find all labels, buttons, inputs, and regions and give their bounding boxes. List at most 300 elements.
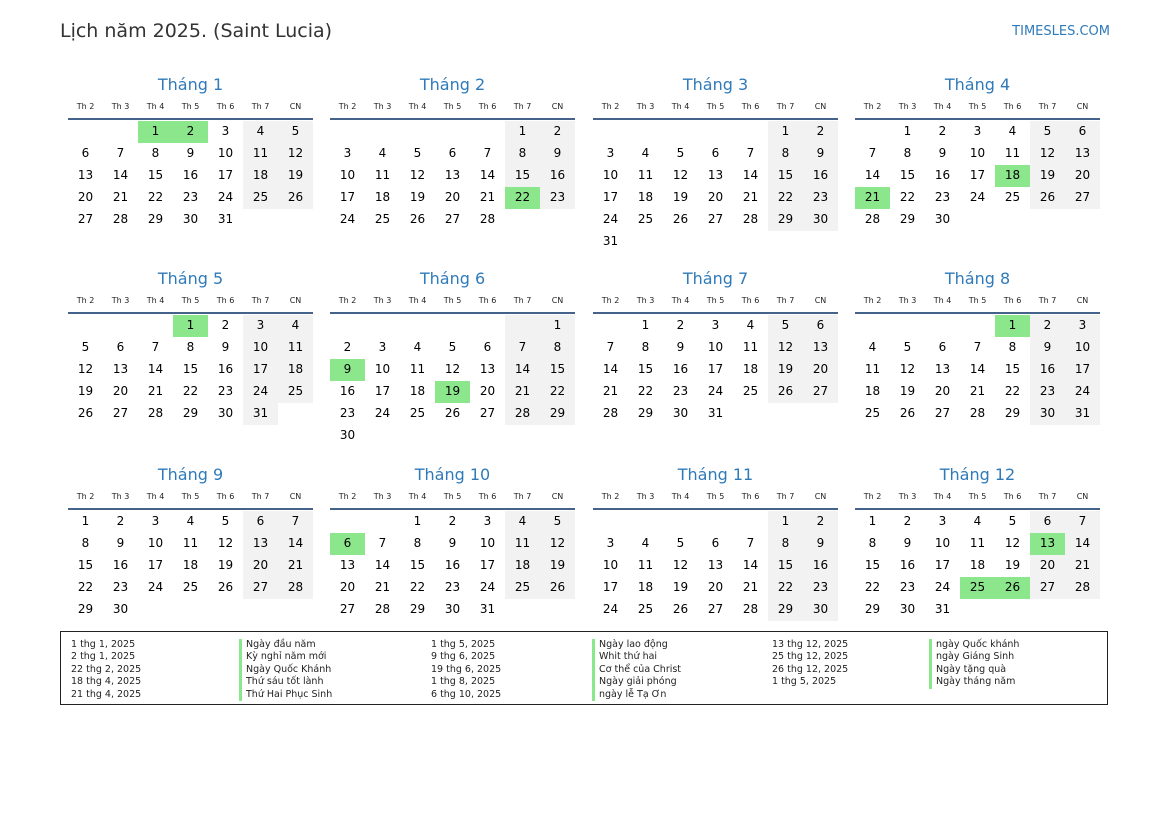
legend-dates-2: [431, 639, 501, 701]
month-title: Tháng 11: [677, 465, 754, 484]
day-cell: 25: [182, 579, 199, 594]
day-cell: 11: [182, 535, 199, 550]
weekday-label: Th 5: [706, 492, 725, 501]
day-cell: 3: [606, 145, 615, 160]
holiday-day-cell: 26: [995, 577, 1030, 599]
day-cell: 10: [969, 145, 986, 160]
empty-day-cell: [1030, 599, 1065, 621]
day-cell: 27: [243, 577, 278, 599]
weekday-header: [855, 486, 1100, 510]
day-cell: 2: [1030, 315, 1065, 337]
day-cell: 12: [77, 361, 94, 376]
weekday-header: [68, 486, 313, 510]
day-cell: 26: [672, 211, 689, 226]
day-cell: 21: [505, 381, 540, 403]
weekday-label: Th 4: [933, 296, 952, 305]
day-cell: 22: [768, 187, 803, 209]
day-cell: 14: [742, 557, 759, 572]
day-cell: 25: [742, 383, 759, 398]
weekday-header: [68, 290, 313, 314]
day-cell: 25: [409, 405, 426, 420]
empty-day-cell: [925, 315, 960, 337]
day-cell: 23: [112, 579, 129, 594]
day-cell: 26: [540, 577, 575, 599]
empty-day-cell: [593, 511, 628, 533]
day-cell: 26: [1030, 187, 1065, 209]
month-title: Tháng 10: [414, 465, 491, 484]
day-cell: 25: [1004, 189, 1021, 204]
weekday-label: CN: [289, 492, 302, 501]
weekday-label: Th 6: [741, 492, 760, 501]
day-cell: 7: [378, 535, 387, 550]
day-grid: [855, 314, 1100, 425]
day-cell: 10: [374, 361, 391, 376]
day-cell: 14: [505, 359, 540, 381]
day-cell: 20: [339, 579, 356, 594]
weekday-header: [593, 96, 838, 120]
day-cell: 9: [1030, 337, 1065, 359]
day-cell: 19: [672, 189, 689, 204]
legend-date: 19 thg 6, 2025: [431, 663, 502, 675]
empty-day-cell: [243, 209, 278, 231]
day-cell: 2: [540, 121, 575, 143]
day-cell: 23: [672, 383, 689, 398]
day-cell: 18: [637, 189, 654, 204]
day-cell: 27: [803, 381, 838, 403]
weekday-label: CN: [814, 102, 827, 111]
day-cell: 13: [339, 557, 356, 572]
weekday-label: Th 5: [968, 492, 987, 501]
day-cell: 27: [444, 211, 461, 226]
empty-day-cell: [365, 121, 400, 143]
empty-day-cell: [278, 209, 313, 231]
month-block: [855, 74, 1100, 231]
day-cell: 22: [147, 189, 164, 204]
day-cell: 4: [413, 339, 422, 354]
day-cell: 28: [1065, 577, 1100, 599]
day-cell: 14: [969, 361, 986, 376]
weekday-label: CN: [1076, 296, 1089, 305]
day-cell: 17: [243, 359, 278, 381]
day-cell: 17: [969, 167, 986, 182]
day-cell: 8: [81, 535, 90, 550]
weekday-header: [593, 486, 838, 510]
weekday-label: Th 4: [146, 296, 165, 305]
day-cell: 1: [768, 511, 803, 533]
day-cell: 8: [1008, 339, 1017, 354]
day-cell: 7: [973, 339, 982, 354]
empty-day-cell: [365, 425, 400, 447]
day-cell: 4: [278, 315, 313, 337]
weekday-label: Th 5: [968, 296, 987, 305]
day-cell: 9: [540, 143, 575, 165]
day-cell: 17: [479, 557, 496, 572]
weekday-label: Th 7: [1038, 296, 1057, 305]
day-cell: 15: [768, 555, 803, 577]
day-cell: 15: [768, 165, 803, 187]
holiday-legend: [60, 631, 1108, 705]
weekday-label: Th 4: [408, 296, 427, 305]
legend-name: Ngày giải phóng: [592, 676, 681, 688]
day-cell: 26: [217, 579, 234, 594]
legend-name: Ngày tặng quà: [929, 664, 1019, 676]
weekday-label: Th 6: [216, 102, 235, 111]
day-cell: 9: [903, 535, 912, 550]
empty-day-cell: [400, 425, 435, 447]
day-cell: 12: [540, 533, 575, 555]
day-cell: 15: [864, 557, 881, 572]
day-cell: 6: [116, 339, 125, 354]
empty-day-cell: [628, 511, 663, 533]
day-cell: 8: [186, 339, 195, 354]
day-cell: 27: [1030, 577, 1065, 599]
day-cell: 12: [899, 361, 916, 376]
day-cell: 25: [278, 381, 313, 403]
legend-dates-1: [71, 639, 141, 701]
day-cell: 22: [864, 579, 881, 594]
day-cell: 8: [768, 143, 803, 165]
day-cell: 10: [934, 535, 951, 550]
month-title: Tháng 12: [939, 465, 1016, 484]
day-cell: 27: [77, 211, 94, 226]
day-cell: 2: [803, 121, 838, 143]
day-cell: 18: [243, 165, 278, 187]
day-cell: 7: [606, 339, 615, 354]
day-cell: 1: [768, 121, 803, 143]
weekday-label: Th 2: [76, 102, 95, 111]
empty-day-cell: [995, 599, 1030, 621]
legend-name: Ngày Quốc Khánh: [239, 664, 332, 676]
day-cell: 5: [540, 511, 575, 533]
day-cell: 6: [711, 145, 720, 160]
legend-date: 1 thg 1, 2025: [71, 639, 136, 650]
day-cell: 4: [378, 145, 387, 160]
day-cell: 26: [672, 601, 689, 616]
day-cell: 27: [339, 601, 356, 616]
day-cell: 23: [444, 579, 461, 594]
day-cell: 5: [81, 339, 90, 354]
holiday-day-cell: 9: [330, 359, 365, 381]
empty-day-cell: [68, 315, 103, 337]
day-cell: 27: [112, 405, 129, 420]
month-block: [855, 268, 1100, 425]
month-block: [68, 74, 313, 231]
day-cell: 2: [116, 514, 125, 528]
weekday-label: Th 7: [251, 296, 270, 305]
weekday-label: Th 2: [76, 296, 95, 305]
day-cell: 15: [540, 359, 575, 381]
day-cell: 2: [938, 124, 947, 138]
weekday-label: Th 2: [863, 296, 882, 305]
weekday-label: Th 4: [146, 102, 165, 111]
holiday-day-cell: 21: [855, 187, 890, 209]
day-cell: 3: [711, 318, 720, 332]
legend-date: 1 thg 5, 2025: [772, 676, 837, 688]
empty-day-cell: [138, 599, 173, 621]
weekday-label: Th 7: [776, 492, 795, 501]
month-title: Tháng 1: [157, 75, 224, 94]
weekday-label: Th 5: [443, 492, 462, 501]
day-cell: 6: [938, 339, 947, 354]
day-cell: 23: [339, 405, 356, 420]
day-cell: 27: [707, 601, 724, 616]
day-cell: 3: [221, 124, 230, 138]
day-cell: 17: [217, 167, 234, 182]
day-cell: 1: [903, 124, 912, 138]
day-cell: 20: [803, 359, 838, 381]
day-cell: 3: [938, 514, 947, 528]
empty-day-cell: [278, 599, 313, 621]
day-cell: 2: [221, 318, 230, 332]
day-cell: 7: [483, 145, 492, 160]
weekday-label: Th 7: [251, 492, 270, 501]
day-cell: 30: [182, 211, 199, 226]
day-grid: [330, 314, 575, 447]
weekday-label: Th 3: [111, 492, 130, 501]
empty-day-cell: [103, 121, 138, 143]
empty-day-cell: [470, 425, 505, 447]
holiday-day-cell: 19: [435, 381, 470, 403]
day-cell: 9: [803, 533, 838, 555]
day-cell: 28: [479, 211, 496, 226]
empty-day-cell: [698, 511, 733, 533]
weekday-label: CN: [1076, 102, 1089, 111]
weekday-label: Th 7: [513, 102, 532, 111]
day-cell: 20: [707, 189, 724, 204]
day-cell: 16: [803, 555, 838, 577]
legend-date: 9 thg 6, 2025: [431, 651, 496, 663]
empty-day-cell: [768, 231, 803, 253]
day-cell: 10: [243, 337, 278, 359]
empty-day-cell: [330, 315, 365, 337]
day-cell: 17: [707, 361, 724, 376]
day-cell: 12: [409, 167, 426, 182]
day-cell: 19: [217, 557, 234, 572]
day-cell: 21: [374, 579, 391, 594]
day-cell: 11: [374, 167, 391, 182]
day-cell: 21: [1065, 555, 1100, 577]
holiday-day-cell: 1: [138, 121, 173, 143]
empty-day-cell: [330, 511, 365, 533]
day-cell: 10: [1065, 337, 1100, 359]
empty-day-cell: [540, 425, 575, 447]
weekday-header: [593, 290, 838, 314]
day-cell: 17: [1065, 359, 1100, 381]
weekday-label: Th 2: [76, 492, 95, 501]
empty-day-cell: [365, 511, 400, 533]
day-cell: 30: [444, 601, 461, 616]
day-cell: 28: [969, 405, 986, 420]
weekday-label: Th 4: [146, 492, 165, 501]
month-title: Tháng 8: [944, 269, 1011, 288]
day-cell: 23: [899, 579, 916, 594]
empty-day-cell: [803, 231, 838, 253]
weekday-label: Th 4: [933, 492, 952, 501]
weekday-label: Th 5: [181, 102, 200, 111]
empty-day-cell: [995, 209, 1030, 231]
day-cell: 22: [182, 383, 199, 398]
day-cell: 13: [803, 337, 838, 359]
day-cell: 22: [768, 577, 803, 599]
day-cell: 28: [505, 403, 540, 425]
day-cell: 12: [278, 143, 313, 165]
day-cell: 29: [1004, 405, 1021, 420]
weekday-label: Th 3: [373, 492, 392, 501]
weekday-label: Th 3: [636, 492, 655, 501]
empty-day-cell: [173, 599, 208, 621]
day-cell: 11: [278, 337, 313, 359]
day-cell: 10: [217, 145, 234, 160]
weekday-header: [68, 96, 313, 120]
day-cell: 19: [278, 165, 313, 187]
day-cell: 21: [112, 189, 129, 204]
empty-day-cell: [855, 121, 890, 143]
month-block: [593, 74, 838, 253]
day-cell: 17: [147, 557, 164, 572]
weekday-label: Th 3: [636, 102, 655, 111]
day-cell: 6: [483, 339, 492, 354]
day-grid: [330, 120, 575, 231]
day-cell: 5: [676, 535, 685, 550]
weekday-label: Th 2: [863, 102, 882, 111]
weekday-label: Th 4: [408, 492, 427, 501]
weekday-label: Th 3: [373, 296, 392, 305]
day-cell: 21: [969, 383, 986, 398]
day-cell: 26: [77, 405, 94, 420]
day-cell: 8: [505, 143, 540, 165]
day-cell: 18: [182, 557, 199, 572]
empty-day-cell: [138, 315, 173, 337]
empty-day-cell: [768, 403, 803, 425]
day-cell: 14: [864, 167, 881, 182]
day-cell: 22: [637, 383, 654, 398]
month-block: [68, 268, 313, 425]
day-cell: 8: [540, 337, 575, 359]
day-cell: 12: [217, 535, 234, 550]
weekday-label: Th 2: [601, 102, 620, 111]
day-cell: 4: [186, 514, 195, 528]
day-cell: 5: [676, 145, 685, 160]
day-cell: 25: [243, 187, 278, 209]
day-grid: [68, 314, 313, 425]
month-block: [593, 464, 838, 621]
weekday-label: CN: [814, 296, 827, 305]
legend-names-3: [929, 639, 1019, 689]
day-cell: 27: [707, 211, 724, 226]
day-cell: 31: [243, 403, 278, 425]
day-cell: 8: [868, 535, 877, 550]
day-cell: 21: [278, 555, 313, 577]
day-cell: 1: [540, 315, 575, 337]
weekday-label: Th 3: [898, 102, 917, 111]
weekday-label: Th 3: [636, 296, 655, 305]
empty-day-cell: [628, 231, 663, 253]
weekday-label: Th 2: [601, 492, 620, 501]
day-cell: 28: [742, 601, 759, 616]
day-cell: 24: [934, 579, 951, 594]
day-cell: 20: [1065, 165, 1100, 187]
day-cell: 2: [676, 318, 685, 332]
day-cell: 13: [479, 361, 496, 376]
day-cell: 24: [147, 579, 164, 594]
day-cell: 16: [217, 361, 234, 376]
weekday-label: Th 6: [216, 492, 235, 501]
day-cell: 23: [1030, 381, 1065, 403]
legend-date: 22 thg 2, 2025: [71, 663, 142, 675]
day-cell: 12: [444, 361, 461, 376]
weekday-label: Th 7: [1038, 492, 1057, 501]
day-cell: 12: [1004, 535, 1021, 550]
empty-day-cell: [960, 599, 995, 621]
day-cell: 4: [641, 535, 650, 550]
empty-day-cell: [505, 425, 540, 447]
day-cell: 31: [602, 233, 619, 248]
day-cell: 7: [116, 145, 125, 160]
day-cell: 13: [934, 361, 951, 376]
day-cell: 25: [637, 211, 654, 226]
weekday-label: Th 3: [111, 102, 130, 111]
weekday-label: Th 5: [968, 102, 987, 111]
day-cell: 24: [339, 211, 356, 226]
day-cell: 18: [505, 555, 540, 577]
weekday-label: Th 5: [706, 102, 725, 111]
holiday-day-cell: 2: [173, 121, 208, 143]
weekday-label: Th 7: [513, 492, 532, 501]
day-cell: 20: [243, 555, 278, 577]
day-cell: 7: [278, 511, 313, 533]
day-cell: 16: [339, 383, 356, 398]
day-cell: 13: [1065, 143, 1100, 165]
empty-day-cell: [593, 121, 628, 143]
day-cell: 24: [602, 211, 619, 226]
empty-day-cell: [540, 599, 575, 621]
day-cell: 5: [278, 121, 313, 143]
day-cell: 6: [448, 145, 457, 160]
weekday-header: [855, 290, 1100, 314]
day-cell: 19: [77, 383, 94, 398]
site-link[interactable]: TIMESLES.COM: [1012, 24, 1110, 39]
day-cell: 15: [505, 165, 540, 187]
day-cell: 15: [409, 557, 426, 572]
day-cell: 31: [707, 405, 724, 420]
weekday-label: Th 2: [338, 296, 357, 305]
day-cell: 15: [899, 167, 916, 182]
day-cell: 11: [1004, 145, 1021, 160]
day-cell: 20: [479, 383, 496, 398]
empty-day-cell: [68, 121, 103, 143]
day-cell: 28: [602, 405, 619, 420]
day-cell: 25: [374, 211, 391, 226]
empty-day-cell: [470, 121, 505, 143]
day-cell: 30: [1030, 403, 1065, 425]
day-cell: 12: [768, 337, 803, 359]
weekday-header: [330, 96, 575, 120]
weekday-label: Th 2: [338, 102, 357, 111]
month-title: Tháng 9: [157, 465, 224, 484]
weekday-label: Th 2: [338, 492, 357, 501]
day-cell: 23: [217, 383, 234, 398]
day-cell: 30: [934, 211, 951, 226]
day-cell: 1: [505, 121, 540, 143]
day-cell: 3: [606, 535, 615, 550]
day-cell: 23: [803, 577, 838, 599]
legend-name: Ngày lao động: [592, 639, 681, 651]
holiday-day-cell: 6: [330, 533, 365, 555]
day-cell: 17: [934, 557, 951, 572]
weekday-label: CN: [551, 102, 564, 111]
day-cell: 29: [768, 209, 803, 231]
day-cell: 7: [868, 145, 877, 160]
